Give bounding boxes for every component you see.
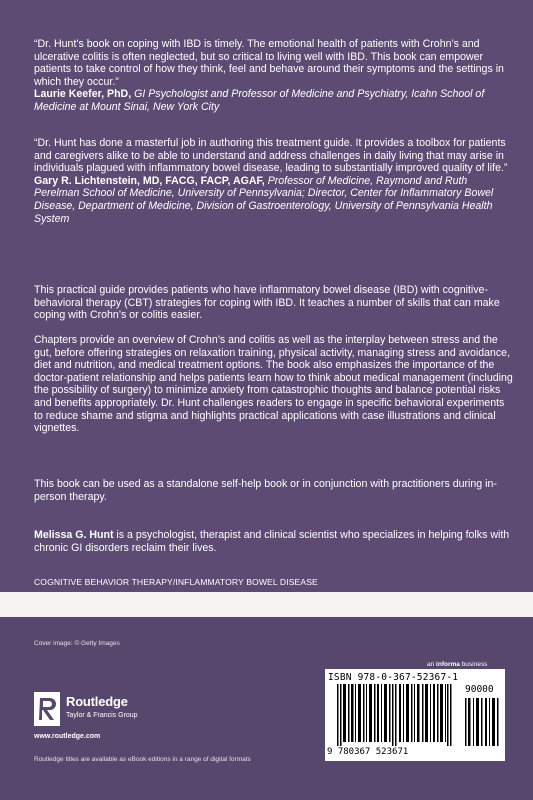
endorsement-author: Laurie Keefer, PhD,	[34, 88, 132, 101]
description-paragraph-3: This book can be used as a standalone self-help book or in conjunction with practitioners during in-person therapy.	[34, 478, 497, 503]
endorsement-keefer	[34, 38, 514, 114]
isbn-label: ISBN 978-0-367-52367-1	[328, 672, 459, 683]
publisher-url[interactable]: www.routledge.com	[34, 733, 101, 740]
cover-credit: Cover image: © Getty Images	[34, 640, 120, 647]
price-code: 90000	[465, 684, 494, 695]
divider-band	[0, 592, 533, 617]
author-name: Melissa G. Hunt	[34, 529, 114, 541]
ebook-note: Routledge titles are available as eBook editions in a range of digital formats	[34, 756, 251, 763]
author-bio	[34, 529, 514, 554]
subject-category: COGNITIVE BEHAVIOR THERAPY/INFLAMMATORY BOWEL DISEASE	[34, 577, 318, 587]
endorsement-lichtenstein	[34, 137, 514, 225]
endorsement-affiliation: GI Psychologist and Professor of Medicine and Psychiatry, Icahn School of Medicine at Mount Sinai, New York City	[34, 88, 485, 113]
informa-tagline: an informa business	[427, 661, 488, 668]
endorsement-text: “Dr. Hunt’s book on coping with IBD is timely. The emotional health of patients with Crohn’s and ulcerative colitis is often neglected, but so critical to living well with IBD. This book can empower patients to take control of how they think, feel and behave around their symptoms and the settings in which they occur.”	[34, 38, 504, 88]
endorsement-author: Gary R. Lichtenstein, MD, FACG, FACP, AGAF,	[34, 174, 265, 187]
author-bio-text: is a psychologist, therapist and clinical scientist who specializes in helping folks with chronic GI disorders reclaim their lives.	[34, 529, 510, 554]
publisher-subtitle: Taylor & Francis Group	[66, 712, 138, 719]
description-paragraph-2: Chapters provide an overview of Crohn’s and colitis as well as the interplay between stress and the gut, before offering strategies on relaxation training, physical activity, managing stress and avoidance, diet and nutrition, and medical treatment options. The book also emphasizes the importance of the doctor-patient relationship and helps patients learn how to think about medical management (including the possibility of surgery) to minimize anxiety from catastrophic thoughts and balance potential risks and benefits appropriately. Dr. Hunt challenges readers to engage in specific behavioral experiments to reduce shame and stigma and highlights practical applications with case illustrations and clinical vignettes.	[34, 334, 513, 435]
barcode	[325, 669, 505, 761]
endorsement-affiliation: Professor of Medicine, Raymond and Ruth Perelman School of Medicine, University of Pennsylvania; Director, Center for Inflammatory Bowel Disease, Department of Medicine, Division of Gastroenterology, University of Pennsylvania Health System	[34, 174, 494, 225]
description-paragraph-1: This practical guide provides patients who have inflammatory bowel disease (IBD) with cognitive-behavioral therapy (CBT) strategies for coping with IBD. It teaches a number of skills that can make coping with Crohn’s or colitis easier.	[34, 284, 500, 322]
publisher-name: Routledge	[66, 694, 128, 709]
routledge-logo-icon	[34, 692, 60, 726]
endorsement-text: “Dr. Hunt has done a masterful job in authoring this treatment guide. It provides a toolbox for patients and caregivers alike to be able to understand and address challenges in daily living that may arise in individuals plagued with inflammatory bowel disease, leading to substantially improved quality of life.”	[34, 137, 508, 175]
ean-number: 9 780367 523671	[327, 747, 409, 757]
